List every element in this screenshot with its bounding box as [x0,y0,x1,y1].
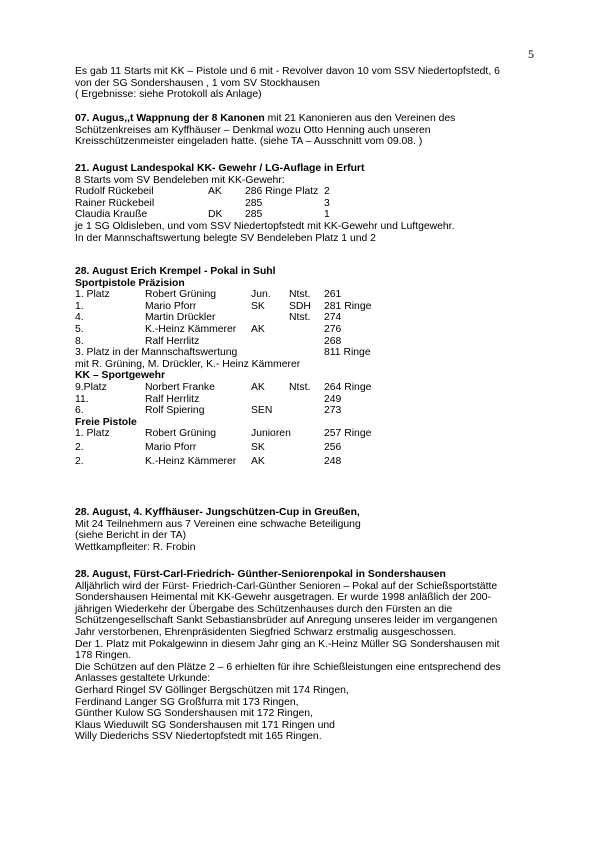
score: 261 [324,289,342,301]
class: SEN [251,405,273,417]
text-line: ( Ergebnisse: siehe Protokoll als Anlage) [75,89,262,101]
placement: 2 [324,186,330,198]
placement: 6. [75,405,84,417]
shooter-name: Rainer Rückebeil [75,197,155,209]
placement: 5. [75,323,84,335]
score: 285 [245,197,263,209]
text-line: Sondershausen Heimental mit KK-Gewehr ausgetragen. Er wurde 1998 anläßlich der 200- [75,592,491,604]
class: AK [251,323,265,335]
placement: 8. [75,335,84,347]
result-row [75,198,545,210]
score: 274 [324,312,342,324]
team-members: mit R. Grüning, M. Drückler, K.- Heinz Kämmerer [75,358,301,370]
text-line: Kreisschützenmeister eingeladen hatte. (siehe TA – Ausschnitt vom 09.08. ) [75,136,423,148]
heading-continuation: mit 21 Kanonieren aus den Vereinen des [264,113,456,124]
result-row [75,289,545,301]
placement: 9.Platz [75,381,107,393]
placement: 1. Platz [75,289,110,301]
class: DK [208,209,223,221]
score: 256 [324,441,342,453]
class: AK [208,186,222,198]
text-line: Anlasses gestaltete Urkunde: [75,673,211,685]
shooter-name: Robert Grüning [145,428,217,440]
discipline-heading: KK – Sportgewehr [75,370,166,382]
shooter-name: Robert Grüning [145,289,217,301]
text-line: 8 Starts vom SV Bendeleben mit KK-Gewehr: [75,174,285,186]
class: AK [251,455,265,467]
text-line: (siehe Bericht in der TA) [75,530,187,542]
score: 248 [324,455,342,467]
placement: 2. [75,441,84,453]
score: 276 [324,323,342,335]
text-line: Ferdinand Langer SG Großfurra mit 173 Ringen, [75,696,299,708]
result-row [75,428,545,440]
shooter-name: Mario Pforr [145,441,197,453]
section-heading: 28. August Erich Krempel - Pokal in Suhl [75,266,276,277]
shooter-name: Rudolf Rückebeil [75,186,154,198]
page-number: 5 [528,47,534,61]
intro-paragraph [75,66,545,101]
placement: 1 [324,209,330,221]
placement: 1. [75,300,84,312]
shooter-name: K.-Heinz Kämmerer [145,323,237,335]
placement: 1. Platz [75,428,110,440]
club: Ntst. [289,289,311,301]
text-line: Die Schützen auf den Plätze 2 – 6 erhielten für ihre Schießleistungen eine entsprechend des [75,661,501,673]
text-line: Klaus Wieduwilt SG Sondershausen mit 171 Ringen und [75,719,335,731]
score: 257 Ringe [324,428,372,440]
shooter-name: Claudia Krauße [75,209,148,221]
text-line: jährigen Wiederkehr der Übergabe des Schützenhauses durch den Fürsten an die [75,603,453,615]
result-row [75,209,545,221]
text-line: Günther Kulow SG Sondershausen mit 172 Ringen, [75,708,313,720]
text-line: je 1 SG Oldisleben, und vom SSV Niedertopfstedt mit KK-Gewehr und Luftgewehr. [75,220,455,232]
team-result-row [75,347,545,359]
text-line: Wettkampfleiter: R. Frobin [75,541,196,553]
section-heading: 28. August, Fürst-Carl-Friedrich- Günther-Seniorenpokal in Sondershausen [75,569,446,580]
result-row [75,456,545,468]
text-line: Mit 24 Teilnehmern aus 7 Vereinen eine schwache Beteiligung [75,518,361,530]
club: SDH [289,300,311,312]
class: Jun. [251,289,271,301]
text-line: Schützengesellschaft Sankt Sebastiansbrüder auf Anregung unseres leider im vergangenen [75,615,498,627]
text-line: Willy Diederichs SSV Niedertopfstedt mit 165 Ringen. [75,731,322,743]
section-heading: 21. August Landespokal KK- Gewehr / LG-Auflage in Erfurt [75,163,365,174]
section-heading-line [75,113,545,125]
text-line: Schützenkreises am Kyffhäuser – Denkmal wozu Otto Henning auch unseren [75,124,431,136]
text-line: Jahr verstorbenen, Ehrenpräsidenten Siegfried Schwarz erstmalig ausgeschossen. [75,626,457,638]
shooter-name: K.-Heinz Kämmerer [145,455,237,467]
text-line: von der SG Sondershausen , 1 vom SV Stockhausen [75,77,320,89]
section-21-august [75,163,545,244]
text-line: Es gab 11 Starts mit KK – Pistole und 6 mit - Revolver davon 10 vom SSV Niedertopfstedt, 6 [75,66,500,77]
section-28-august-krempel [75,266,545,467]
result-row [75,186,545,198]
team-placement: 3. Platz in der Mannschaftswertung [75,347,238,359]
result-row [75,312,545,324]
discipline-heading: Sportpistole Präzision [75,277,185,289]
placement: 2. [75,455,84,467]
shooter-name: Ralf Herrlitz [145,393,200,405]
text-line: Alljährlich wird der Fürst- Friedrich-Carl-Günther Senioren – Pokal auf der Schießsportstätte [75,580,498,592]
placement: 3 [324,197,330,209]
class: SK [251,300,265,312]
section-heading: 28. August, 4. Kyffhäuser- Jungschützen-Cup in Greußen, [75,507,360,518]
team-score: 811 Ringe [324,347,371,359]
class: Junioren [251,428,291,440]
shooter-name: Ralf Herrlitz [145,335,200,347]
result-row [75,394,545,406]
club: Ntst. [289,381,311,393]
result-row [75,405,545,417]
class: SK [251,441,265,453]
class: AK [251,381,265,393]
text-line: In der Mannschaftswertung belegte SV Bendeleben Platz 1 und 2 [75,232,376,244]
score: 273 [324,405,342,417]
text-line: Der 1. Platz mit Pokalgewinn in diesem Jahr ging an K.-Heinz Müller SG Sondershausen mit [75,638,500,650]
result-row [75,324,545,336]
shooter-name: Martin Drückler [145,312,216,324]
result-row [75,382,545,394]
discipline-heading: Freie Pistole [75,416,137,428]
section-28-august-jungschuetzen [75,507,545,553]
score: 268 [324,335,342,347]
club: Ntst. [289,312,311,324]
score: 285 [245,209,263,221]
score: 286 Ringe Platz [245,186,319,198]
section-heading: 07. Augus,,t Wappnung der 8 Kanonen [75,113,265,124]
shooter-name: Rolf Spiering [145,405,205,417]
result-row [75,301,545,313]
text-line: 178 Ringen. [75,650,132,662]
shooter-name: Mario Pforr [145,300,197,312]
section-07-august [75,113,545,148]
shooter-name: Norbert Franke [145,381,215,393]
result-row [75,336,545,348]
placement: 11. [75,393,89,405]
text-line: Gerhard Ringel SV Göllinger Bergschützen mit 174 Ringen, [75,684,349,696]
score: 249 [324,393,342,405]
section-28-august-seniorenpokal [75,569,545,743]
result-row [75,442,545,454]
placement: 4. [75,312,84,324]
score: 264 Ringe [324,381,372,393]
score: 281 Ringe [324,300,372,312]
